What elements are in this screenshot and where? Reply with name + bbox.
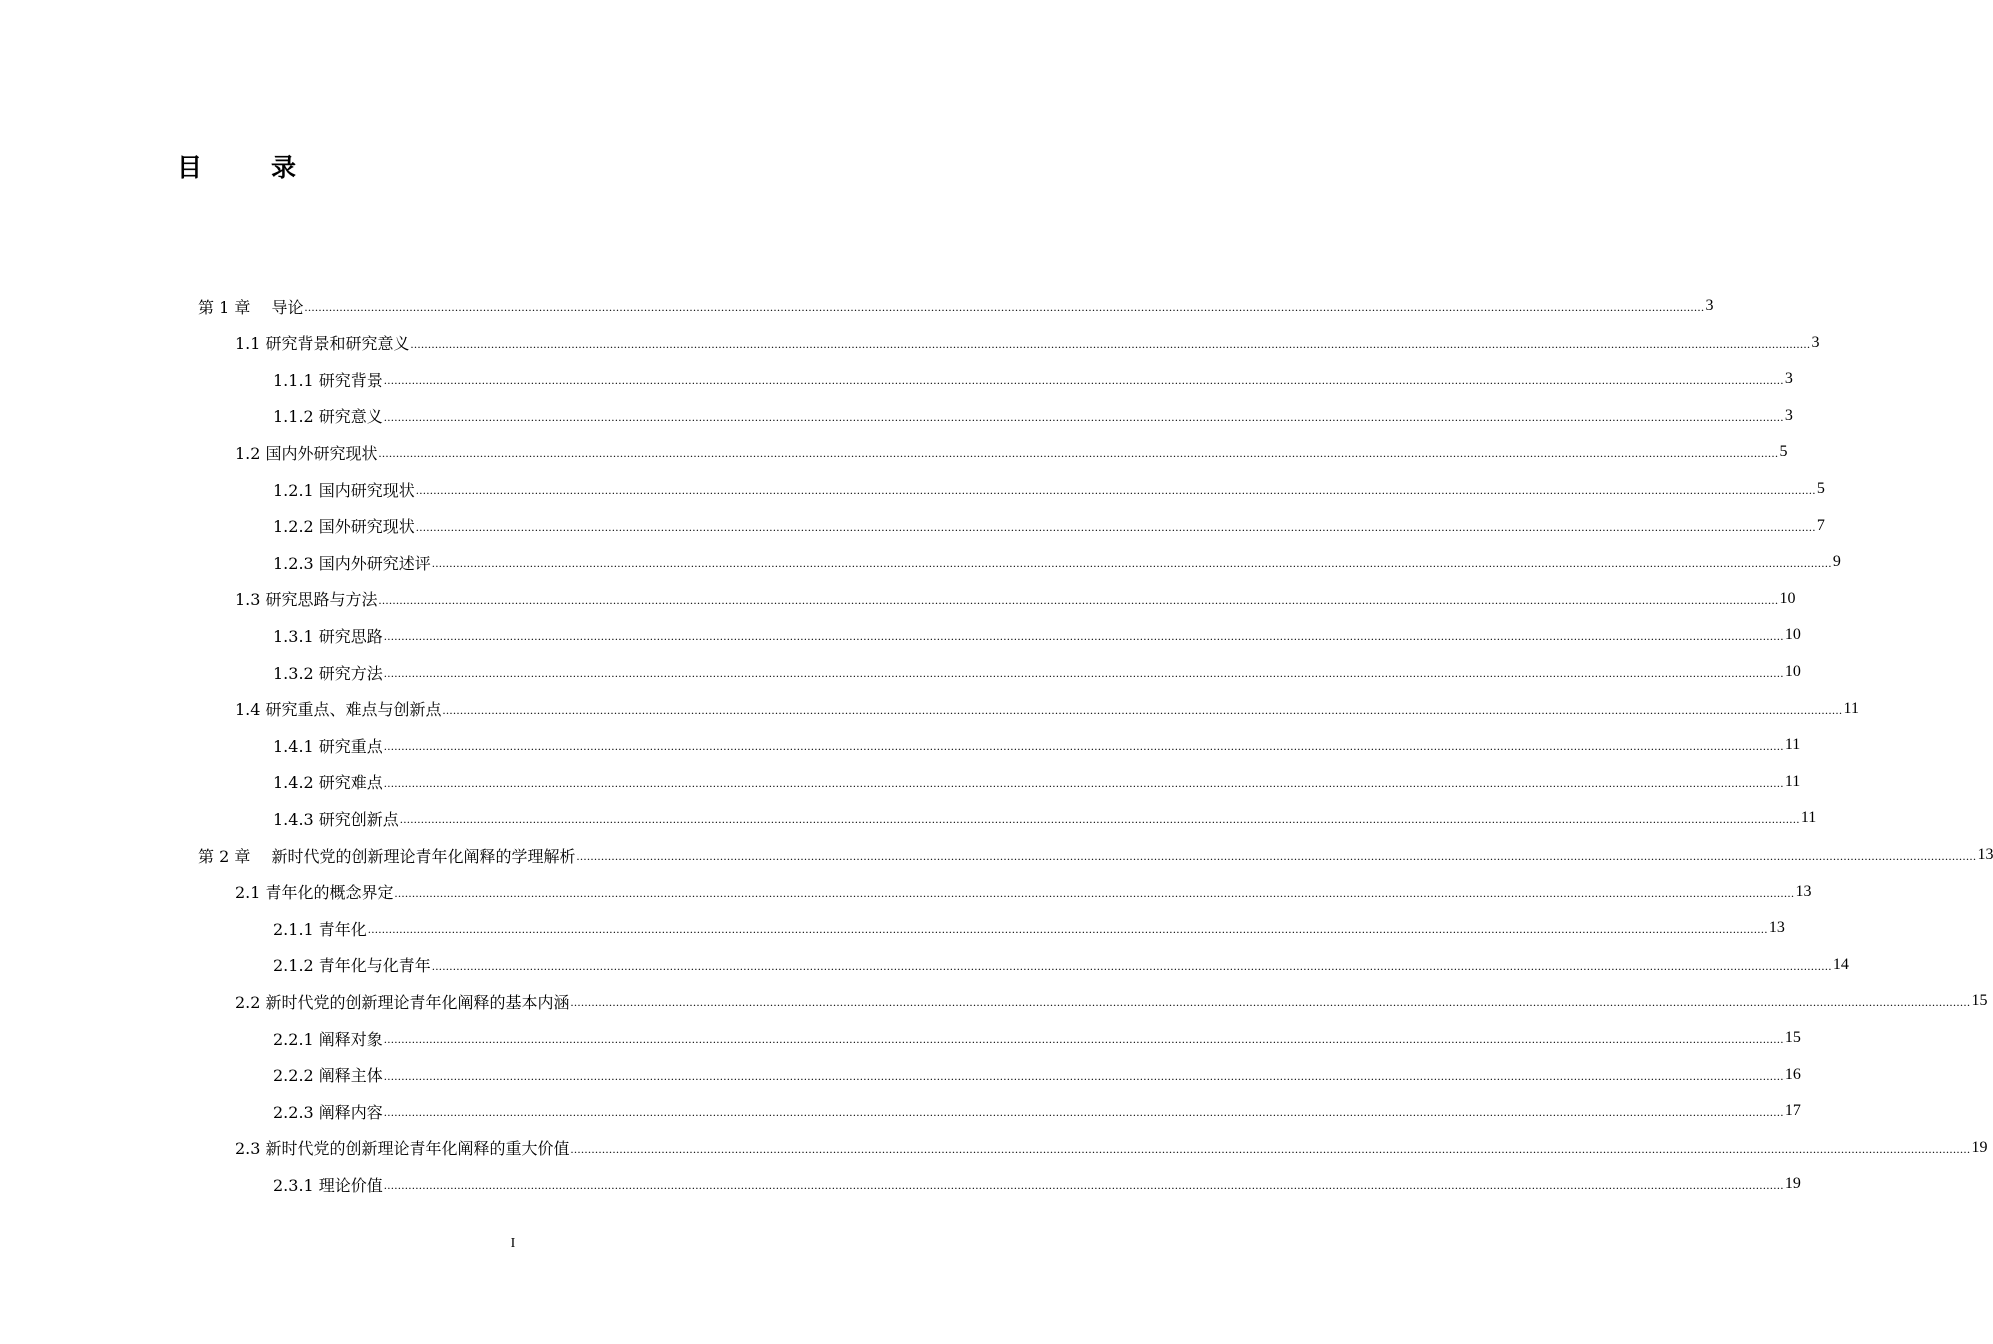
toc-entry-label: 1.1.2 研究意义: [273, 407, 383, 427]
toc-entry-page: 5: [1816, 480, 1825, 497]
toc-leader-dots: ................................................................................................................................................................................................................................................................................................................................................................................................................: [399, 812, 1800, 827]
toc-entry-page: 11: [1843, 699, 1859, 717]
toc-entry-label: 1.2.2 国外研究现状: [273, 517, 415, 537]
toc-leader-dots: ................................................................................................................................................................................................................................................................................................................................................................................................................: [383, 409, 1784, 424]
toc-entry-page: 11: [1784, 772, 1801, 790]
toc-leader-dots: ................................................................................................................................................................................................................................................................................................................................................................................................................: [383, 629, 1784, 644]
toc-entry[interactable]: [273, 910, 1785, 946]
toc-entry[interactable]: [273, 617, 1801, 653]
toc-entry-label: 2.2 新时代党的创新理论青年化阐释的基本内涵: [235, 992, 570, 1012]
footer-page-number: I: [510, 1236, 516, 1251]
toc-entry-label: 1.3.2 研究方法: [273, 663, 383, 683]
toc-entry[interactable]: [273, 398, 1793, 434]
toc-entry-page: 11: [1800, 809, 1817, 827]
toc-entry-page: 15: [1784, 1029, 1801, 1046]
toc-entry[interactable]: [235, 691, 1859, 727]
toc-leader-dots: ................................................................................................................................................................................................................................................................................................................................................................................................................: [383, 1178, 1784, 1193]
toc-entry[interactable]: [198, 288, 1714, 324]
toc-entry-page: 5: [1779, 443, 1788, 461]
toc-entry-page: 10: [1779, 589, 1796, 607]
toc-entry[interactable]: [273, 947, 1849, 983]
toc-entry-page: 3: [1811, 333, 1820, 351]
toc-entry-label: 2.3.1 理论价值: [273, 1175, 383, 1195]
toc-entry-label: 1.4.1 研究重点: [273, 736, 383, 756]
toc-leader-dots: ................................................................................................................................................................................................................................................................................................................................................................................................................: [367, 922, 1768, 937]
toc-leader-dots: ................................................................................................................................................................................................................................................................................................................................................................................................................: [570, 1141, 1971, 1156]
toc-entry-page: 7: [1816, 516, 1825, 534]
toc-entry[interactable]: [235, 874, 1812, 910]
toc-entry-label: 2.2.3 阐释内容: [273, 1102, 383, 1122]
toc-leader-dots: ................................................................................................................................................................................................................................................................................................................................................................................................................: [304, 300, 1705, 314]
toc-entry-label: 1.2.1 国内研究现状: [273, 480, 415, 500]
toc-entry-label: 2.2.1 阐释对象: [273, 1029, 383, 1049]
toc-leader-dots: ................................................................................................................................................................................................................................................................................................................................................................................................................: [378, 446, 1779, 461]
toc-entry[interactable]: [273, 508, 1825, 544]
toc-entry-label: 1.2 国内外研究现状: [235, 443, 378, 463]
toc-entry-page: 17: [1784, 1102, 1801, 1120]
toc-entry-page: 19: [1784, 1175, 1801, 1193]
toc-leader-dots: ................................................................................................................................................................................................................................................................................................................................................................................................................: [383, 1105, 1784, 1120]
toc-leader-dots: ................................................................................................................................................................................................................................................................................................................................................................................................................: [383, 1068, 1784, 1083]
toc-entry[interactable]: [235, 1130, 1988, 1166]
toc-entry-page: 16: [1784, 1065, 1801, 1083]
toc-leader-dots: ................................................................................................................................................................................................................................................................................................................................................................................................................: [383, 666, 1784, 680]
toc-entry-label: 1.4.3 研究创新点: [273, 809, 399, 829]
toc-entry[interactable]: [273, 1020, 1801, 1056]
toc-leader-dots: ................................................................................................................................................................................................................................................................................................................................................................................................................: [415, 519, 1816, 534]
toc-entry[interactable]: [198, 837, 1993, 873]
toc-entry-page: 15: [1971, 992, 1988, 1010]
toc-entry-page: 3: [1784, 406, 1793, 424]
toc-entry[interactable]: [273, 471, 1825, 507]
toc-leader-dots: ................................................................................................................................................................................................................................................................................................................................................................................................................: [442, 702, 1843, 717]
toc-entry-label: 1.3 研究思路与方法: [235, 590, 378, 610]
toc-leader-dots: ................................................................................................................................................................................................................................................................................................................................................................................................................: [383, 373, 1784, 388]
toc-leader-dots: ................................................................................................................................................................................................................................................................................................................................................................................................................: [383, 775, 1784, 790]
toc-entry[interactable]: [235, 434, 1788, 470]
toc-entry-page: 13: [1977, 846, 1993, 863]
toc-leader-dots: ................................................................................................................................................................................................................................................................................................................................................................................................................: [576, 849, 1977, 863]
toc-entry-label: 2.1 青年化的概念界定: [235, 883, 394, 903]
toc-leader-dots: ................................................................................................................................................................................................................................................................................................................................................................................................................: [570, 995, 1971, 1010]
toc-entry-label: 1.1.1 研究背景: [273, 370, 383, 390]
toc-leader-dots: ................................................................................................................................................................................................................................................................................................................................................................................................................: [394, 885, 1795, 900]
toc-entry[interactable]: [273, 727, 1801, 763]
toc-entry-label: 第 1 章 导论: [198, 297, 304, 317]
toc-leader-dots: ................................................................................................................................................................................................................................................................................................................................................................................................................: [378, 592, 1779, 607]
toc-entry-page: 9: [1832, 553, 1841, 571]
toc-entry-label: 1.3.1 研究思路: [273, 626, 383, 646]
toc-entry[interactable]: [273, 544, 1841, 580]
toc-entry-page: 14: [1832, 955, 1849, 973]
toc-entry-label: 1.4 研究重点、难点与创新点: [235, 700, 442, 720]
toc-entry-label: 1.2.3 国内外研究述评: [273, 553, 431, 573]
toc-entry[interactable]: [235, 581, 1796, 617]
toc-entry-label: 第 2 章 新时代党的创新理论青年化阐释的学理解析: [198, 846, 576, 866]
toc-entry-page: 3: [1705, 297, 1714, 314]
toc-entry-page: 13: [1768, 919, 1785, 937]
toc-entry-label: 2.3 新时代党的创新理论青年化阐释的重大价值: [235, 1139, 570, 1159]
toc-entry-label: 1.1 研究背景和研究意义: [235, 334, 410, 354]
toc-entry[interactable]: [273, 654, 1801, 690]
toc-entry-page: 10: [1784, 626, 1801, 644]
toc-entry-page: 11: [1784, 736, 1801, 754]
toc-entry-page: 3: [1784, 370, 1793, 388]
toc-leader-dots: ................................................................................................................................................................................................................................................................................................................................................................................................................: [431, 958, 1832, 973]
toc-leader-dots: ................................................................................................................................................................................................................................................................................................................................................................................................................: [431, 556, 1832, 571]
toc-leader-dots: ................................................................................................................................................................................................................................................................................................................................................................................................................: [383, 1032, 1784, 1046]
toc-entry[interactable]: [273, 1093, 1801, 1129]
toc-entry[interactable]: [235, 983, 1988, 1019]
toc-entry[interactable]: [273, 800, 1817, 836]
toc-entry-page: 10: [1784, 663, 1801, 680]
toc-entry-label: 2.1.2 青年化与化青年: [273, 956, 431, 976]
toc-entry-label: 2.2.2 阐释主体: [273, 1066, 383, 1086]
toc-entry[interactable]: [273, 1166, 1801, 1202]
page-title: 目 录: [177, 153, 319, 182]
toc-entry-label: 1.4.2 研究难点: [273, 773, 383, 793]
toc-leader-dots: ................................................................................................................................................................................................................................................................................................................................................................................................................: [415, 483, 1816, 497]
toc-leader-dots: ................................................................................................................................................................................................................................................................................................................................................................................................................: [383, 739, 1784, 754]
toc-entry[interactable]: [273, 361, 1793, 397]
toc-leader-dots: ................................................................................................................................................................................................................................................................................................................................................................................................................: [410, 336, 1811, 351]
toc-entry-page: 19: [1971, 1138, 1988, 1156]
toc-entry[interactable]: [235, 325, 1820, 361]
toc-entry[interactable]: [273, 1057, 1801, 1093]
toc-entry[interactable]: [273, 764, 1801, 800]
toc-entry-page: 13: [1795, 882, 1812, 900]
toc-entry-label: 2.1.1 青年化: [273, 919, 367, 939]
